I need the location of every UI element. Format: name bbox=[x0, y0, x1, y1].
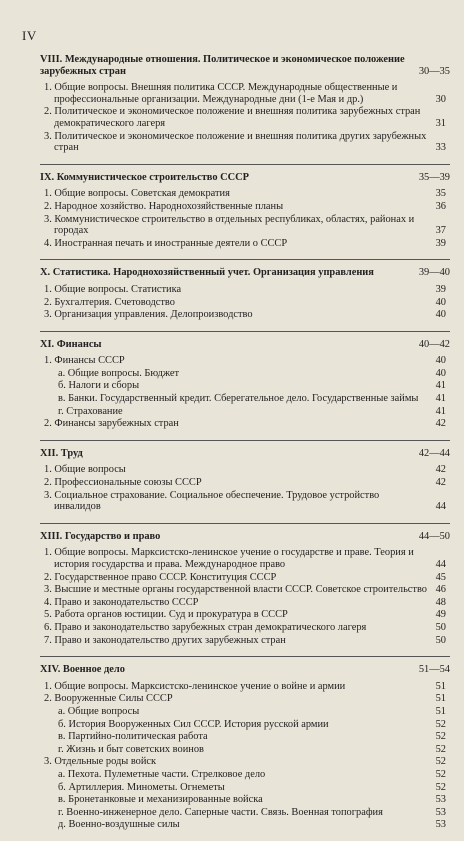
section-title: XIV. Военное дело bbox=[40, 664, 125, 675]
section-heading bbox=[40, 664, 450, 676]
section-heading bbox=[40, 267, 450, 279]
toc-entry bbox=[40, 706, 450, 718]
toc-entry bbox=[40, 635, 450, 647]
toc-entry bbox=[40, 418, 450, 430]
entry-title: 1. Общие вопросы. Статистика bbox=[44, 284, 181, 295]
toc-section bbox=[40, 664, 450, 831]
entry-title: б. Налоги и сборы bbox=[58, 380, 139, 391]
section-heading bbox=[40, 531, 450, 543]
toc-entry bbox=[40, 819, 450, 831]
section-page-range: 51—54 bbox=[419, 664, 450, 676]
toc-section bbox=[40, 339, 450, 430]
entry-title: 1. Финансы СССР bbox=[44, 355, 125, 366]
section-divider bbox=[40, 259, 450, 260]
section-page-range: 39—40 bbox=[419, 267, 450, 279]
entry-title: в. Партийно-политическая работа bbox=[58, 731, 208, 742]
section-divider bbox=[40, 656, 450, 657]
section-entries bbox=[40, 188, 450, 249]
toc-section bbox=[40, 54, 450, 154]
toc-section bbox=[40, 531, 450, 646]
section-entries bbox=[40, 82, 450, 154]
toc-entry bbox=[40, 284, 450, 296]
toc-entry bbox=[40, 744, 450, 756]
entry-title: 4. Иностранная печать и иностранные деятели о СССР bbox=[44, 238, 287, 249]
section-title: VIII. Международные отношения. Политическое и экономическое положение зарубежных стран bbox=[40, 54, 405, 77]
toc-section bbox=[40, 267, 450, 320]
toc-entry bbox=[40, 719, 450, 731]
section-page-range: 30—35 bbox=[419, 66, 450, 78]
entry-title: 1. Общие вопросы. Советская демократия bbox=[44, 188, 230, 199]
toc-entry bbox=[40, 769, 450, 781]
entry-title: 2. Финансы зарубежных стран bbox=[44, 418, 179, 429]
section-divider bbox=[40, 164, 450, 165]
toc-entry bbox=[40, 477, 450, 489]
section-title: X. Статистика. Народнохозяйственный учет. Организация управления bbox=[40, 267, 374, 278]
toc-entry bbox=[40, 380, 450, 392]
entry-title: а. Общие вопросы. Бюджет bbox=[58, 368, 179, 379]
toc-entry bbox=[40, 406, 450, 418]
section-divider bbox=[40, 331, 450, 332]
entry-title: а. Пехота. Пулеметные части. Стрелковое дело bbox=[58, 769, 265, 780]
toc-entry bbox=[40, 214, 450, 237]
entry-title: 2. Профессиональные союзы СССР bbox=[44, 477, 202, 488]
entry-title: 2. Государственное право СССР. Конституция СССР bbox=[44, 572, 276, 583]
toc-entry bbox=[40, 807, 450, 819]
entry-title: 4. Право и законодательство СССР bbox=[44, 597, 198, 608]
toc-entry bbox=[40, 393, 450, 405]
toc-entry bbox=[40, 188, 450, 200]
entry-title: д. Военно-воздушные силы bbox=[58, 819, 180, 830]
section-divider bbox=[40, 440, 450, 441]
toc-entry bbox=[40, 490, 450, 513]
toc-entry bbox=[40, 693, 450, 705]
entry-title: 1. Общие вопросы. Марксистско-ленинское учение о войне и армии bbox=[44, 681, 345, 692]
entry-title: г. Военно-инженерное дело. Саперные части. Связь. Военная топография bbox=[58, 807, 383, 818]
entry-title: 3. Коммунистическое строительство в отдельных республиках, областях, районах и городах bbox=[44, 214, 414, 237]
entry-title: б. История Вооруженных Сил СССР. История русской армии bbox=[58, 719, 329, 730]
entry-title: 3. Политическое и экономическое положение и внешняя политика других зарубежных стран bbox=[44, 131, 426, 154]
toc-entry bbox=[40, 547, 450, 570]
entry-title: а. Общие вопросы bbox=[58, 706, 139, 717]
entry-title: 3. Высшие и местные органы государственной власти СССР. Советское строительство bbox=[44, 584, 427, 595]
page-number: IV bbox=[22, 28, 37, 44]
section-title: XI. Финансы bbox=[40, 339, 102, 350]
section-entries bbox=[40, 355, 450, 430]
toc-entry bbox=[40, 782, 450, 794]
entry-title: 3. Организация управления. Делопроизводство bbox=[44, 309, 253, 320]
toc-section bbox=[40, 448, 450, 513]
section-page-range: 40—42 bbox=[419, 339, 450, 351]
toc-entry bbox=[40, 106, 450, 129]
section-page-range: 42—44 bbox=[419, 448, 450, 460]
section-entries bbox=[40, 547, 450, 646]
toc-section bbox=[40, 172, 450, 250]
section-divider bbox=[40, 523, 450, 524]
section-entries bbox=[40, 284, 450, 321]
toc-entry bbox=[40, 201, 450, 213]
section-entries bbox=[40, 681, 450, 831]
toc-entry bbox=[40, 82, 450, 105]
entry-title: г. Жизнь и быт советских воинов bbox=[58, 744, 204, 755]
entry-title: 1. Общие вопросы bbox=[44, 464, 126, 475]
entry-title: б. Артиллерия. Минометы. Огнеметы bbox=[58, 782, 225, 793]
toc-entry bbox=[40, 756, 450, 768]
section-title: IX. Коммунистическое строительство СССР bbox=[40, 172, 249, 183]
toc-entry bbox=[40, 622, 450, 634]
toc-entry bbox=[40, 572, 450, 584]
entry-title: 1. Общие вопросы. Марксистско-ленинское учение о государстве и праве. Теория и история государства и права. Международное право bbox=[44, 547, 414, 570]
toc-entry bbox=[40, 238, 450, 250]
section-heading bbox=[40, 448, 450, 460]
entry-title: 2. Вооруженные Силы СССР bbox=[44, 693, 173, 704]
toc-entry bbox=[40, 609, 450, 621]
toc-entry bbox=[40, 368, 450, 380]
toc-entry bbox=[40, 681, 450, 693]
entry-title: 2. Бухгалтерия. Счетоводство bbox=[44, 297, 175, 308]
entry-title: 1. Общие вопросы. Внешняя политика СССР. Международные общественные и профессиональные организации. Международные дни (1-е Мая и др.) bbox=[44, 82, 397, 105]
section-title: XII. Труд bbox=[40, 448, 83, 459]
section-title: XIII. Государство и право bbox=[40, 531, 160, 542]
section-heading bbox=[40, 339, 450, 351]
section-heading bbox=[40, 54, 450, 77]
entry-title: 6. Право и законодательство зарубежных стран демократического лагеря bbox=[44, 622, 366, 633]
toc-entry bbox=[40, 297, 450, 309]
entry-title: 7. Право и законодательство других зарубежных стран bbox=[44, 635, 286, 646]
entry-title: в. Банки. Государственный кредит. Сберегательное дело. Государственные займы bbox=[58, 393, 418, 404]
section-page-range: 44—50 bbox=[419, 531, 450, 543]
toc-entry bbox=[40, 464, 450, 476]
entry-title: 3. Социальное страхование. Социальное обеспечение. Трудовое устройство инвалидов bbox=[44, 490, 379, 513]
entry-title: 2. Народное хозяйство. Народнохозяйственные планы bbox=[44, 201, 283, 212]
toc-entry bbox=[40, 597, 450, 609]
section-heading bbox=[40, 172, 450, 184]
table-of-contents bbox=[40, 54, 450, 841]
entry-title: 5. Работа органов юстиции. Суд и прокуратура в СССР bbox=[44, 609, 288, 620]
entry-title: 3. Отдельные роды войск bbox=[44, 756, 156, 767]
toc-entry bbox=[40, 355, 450, 367]
entry-title: в. Бронетанковые и механизированные войска bbox=[58, 794, 263, 805]
section-entries bbox=[40, 464, 450, 512]
toc-entry bbox=[40, 584, 450, 596]
toc-entry bbox=[40, 309, 450, 321]
toc-entry bbox=[40, 731, 450, 743]
toc-entry bbox=[40, 131, 450, 154]
entry-title: 2. Политическое и экономическое положение и внешняя политика зарубежных стран демократического лагеря bbox=[44, 106, 420, 129]
section-page-range: 35—39 bbox=[419, 172, 450, 184]
entry-title: г. Страхование bbox=[58, 406, 123, 417]
